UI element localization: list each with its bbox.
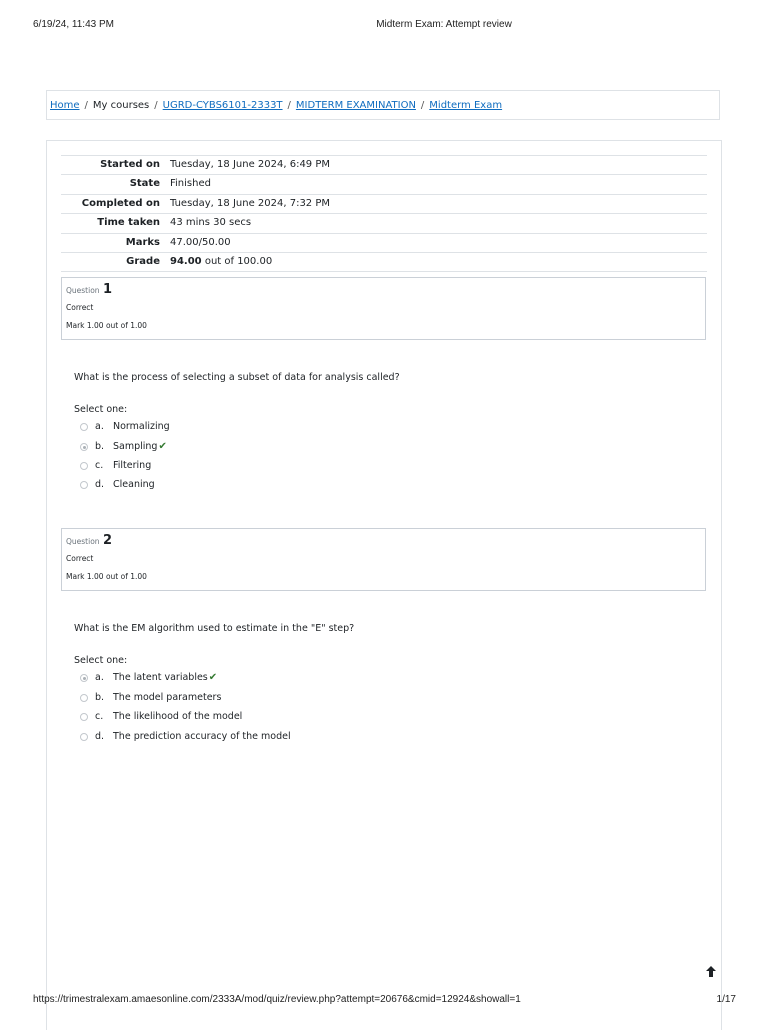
print-footer	[0, 994, 768, 1008]
breadcrumb-quiz-link[interactable]: Midterm Exam	[429, 100, 503, 111]
answer-option[interactable]	[80, 477, 380, 493]
question-number-value: 2	[102, 533, 112, 548]
summary-row-marks	[61, 233, 707, 252]
summary-value: Finished	[170, 178, 211, 190]
question-grade: Mark 1.00 out of 1.00	[66, 572, 147, 581]
answer-letter: c.	[95, 711, 104, 722]
question-number	[66, 533, 112, 548]
breadcrumb-separator: /	[84, 100, 88, 111]
breadcrumb-separator: /	[154, 100, 158, 111]
summary-label: Time taken	[97, 217, 160, 229]
print-datetime: 6/19/24, 11:43 PM	[33, 19, 114, 30]
print-title: Midterm Exam: Attempt review	[376, 19, 512, 30]
answer-letter: c.	[95, 460, 104, 471]
print-page-number: 1/17	[716, 994, 736, 1005]
correct-check-icon: ✔	[158, 441, 167, 452]
answer-text-container	[113, 439, 167, 455]
question-state: Correct	[66, 554, 94, 563]
summary-row-time-taken	[61, 213, 707, 232]
answer-text: Filtering	[113, 460, 152, 471]
radio-button[interactable]	[80, 481, 88, 489]
grade-score: 94.00	[170, 255, 202, 267]
summary-row-completed-on	[61, 194, 707, 213]
print-header	[0, 19, 768, 33]
breadcrumb-my-courses: My courses	[92, 100, 150, 111]
arrow-up-icon	[706, 966, 716, 977]
breadcrumb-separator: /	[287, 100, 291, 111]
answer-option[interactable]	[80, 690, 380, 706]
question-info-box	[61, 277, 706, 340]
summary-label: Marks	[125, 236, 160, 248]
answer-option[interactable]	[80, 670, 380, 686]
answer-text-container	[113, 670, 217, 686]
answer-text: Cleaning	[113, 479, 155, 490]
question-info-box	[61, 528, 706, 591]
summary-label: State	[129, 178, 160, 190]
summary-value: 43 mins 30 secs	[170, 217, 252, 229]
summary-value: Tuesday, 18 June 2024, 7:32 PM	[170, 197, 330, 209]
summary-value: 47.00/50.00	[170, 236, 231, 248]
back-to-top-button[interactable]	[700, 962, 722, 984]
breadcrumb	[46, 90, 720, 120]
answer-letter: d.	[95, 731, 105, 742]
answer-option[interactable]	[80, 709, 380, 725]
answer-text: The likelihood of the model	[113, 711, 243, 722]
question-number-value: 1	[102, 282, 112, 297]
correct-check-icon: ✔	[208, 672, 218, 683]
radio-button[interactable]	[80, 713, 88, 721]
radio-button[interactable]	[80, 674, 88, 682]
summary-label: Started on	[100, 159, 160, 170]
answer-option[interactable]	[80, 729, 380, 745]
answer-letter: a.	[95, 421, 104, 432]
summary-row-state	[61, 174, 707, 193]
answer-text: Normalizing	[113, 421, 170, 432]
question-grade: Mark 1.00 out of 1.00	[66, 321, 147, 330]
answer-option[interactable]	[80, 439, 380, 455]
answer-letter: d.	[95, 479, 105, 490]
answer-option[interactable]	[80, 419, 380, 435]
summary-label: Grade	[126, 255, 160, 267]
select-one-prompt: Select one:	[74, 404, 128, 415]
radio-button[interactable]	[80, 733, 88, 741]
attempt-summary-table	[61, 155, 707, 272]
breadcrumb-home-link[interactable]: Home	[50, 100, 80, 111]
answer-letter: b.	[95, 441, 105, 452]
answer-text: Sampling	[113, 441, 158, 452]
breadcrumb-course-link[interactable]: UGRD-CYBS6101-2333T	[162, 100, 283, 111]
summary-label: Completed on	[81, 197, 160, 209]
answer-text: The prediction accuracy of the model	[113, 731, 291, 742]
summary-row-grade	[61, 252, 707, 272]
question-state: Correct	[66, 303, 94, 312]
question-text: What is the process of selecting a subset of data for analysis called?	[74, 372, 400, 383]
question-label: Question	[66, 537, 100, 546]
radio-button[interactable]	[80, 423, 88, 431]
question-label: Question	[66, 286, 100, 295]
answer-option[interactable]	[80, 458, 380, 474]
question-text: What is the EM algorithm used to estimate in the "E" step?	[74, 623, 355, 634]
grade-out-of: out of 100.00	[201, 255, 273, 267]
radio-button[interactable]	[80, 443, 88, 451]
breadcrumb-separator: /	[420, 100, 425, 111]
print-url: https://trimestralexam.amaesonline.com/2333A/mod/quiz/review.php?attempt=20676&cmid=12924&showall=1	[33, 994, 521, 1005]
summary-row-started-on	[61, 155, 707, 174]
breadcrumb-section-link[interactable]: MIDTERM EXAMINATION	[295, 100, 416, 111]
answer-letter: a.	[95, 672, 104, 683]
answer-letter: b.	[95, 692, 105, 703]
answer-text: The model parameters	[113, 692, 222, 703]
radio-button[interactable]	[80, 694, 88, 702]
summary-value: Tuesday, 18 June 2024, 6:49 PM	[170, 159, 330, 170]
radio-button[interactable]	[80, 462, 88, 470]
question-number	[66, 282, 112, 297]
summary-value	[170, 253, 272, 271]
select-one-prompt: Select one:	[74, 655, 128, 666]
answer-text: The latent variables	[113, 672, 208, 683]
